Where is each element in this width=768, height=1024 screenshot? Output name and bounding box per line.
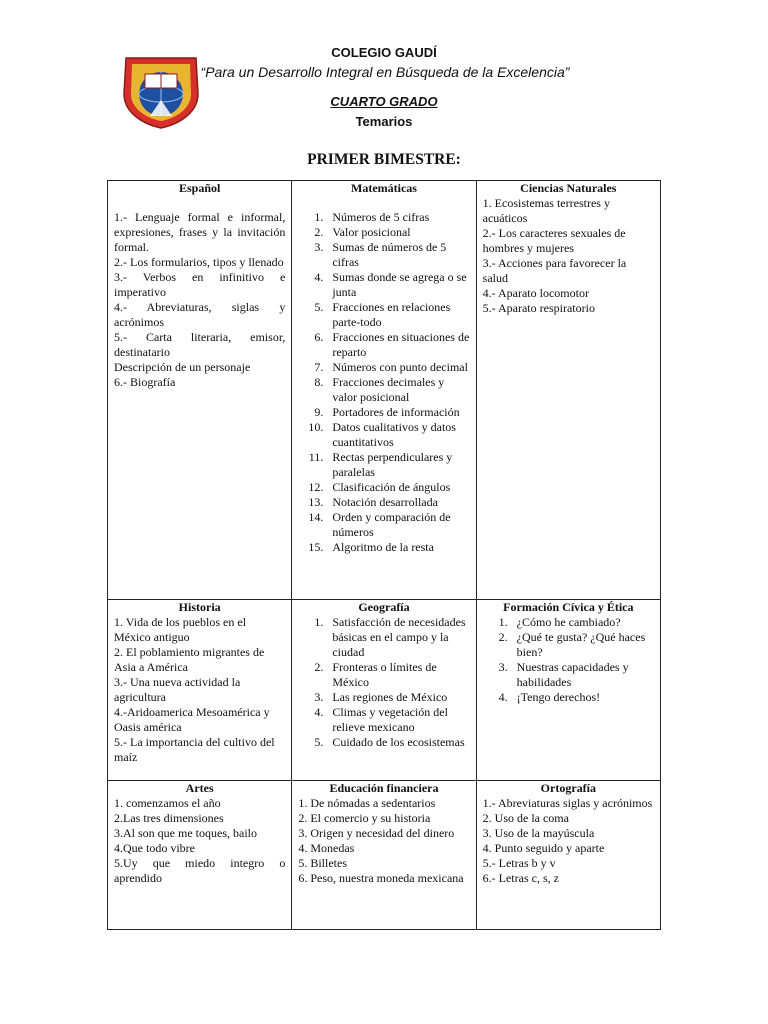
subject-cell-ortografia <box>476 781 660 930</box>
topic-item: 5. Billetes <box>298 856 347 870</box>
topic-item: 1. comenzamos el año <box>114 796 221 810</box>
topic-item: 1. Vida de los pueblos en el México antiguo <box>114 615 247 644</box>
subject-title: Ortografía <box>540 781 596 795</box>
syllabus-table <box>107 180 661 930</box>
subject-cell-matematicas <box>292 181 476 600</box>
subject-title: Geografía <box>358 600 410 614</box>
topic-item: 5. Fracciones en relaciones parte-todo <box>326 300 469 330</box>
topic-item: 3. Nuestras capacidades y habilidades <box>511 660 654 690</box>
topic-item: 4. Sumas donde se agrega o se junta <box>326 270 469 300</box>
topic-list <box>298 210 469 555</box>
topic-item: 7. Números con punto decimal <box>326 360 469 375</box>
topic-item: 4. Climas y vegetación del relieve mexicano <box>326 705 469 735</box>
subject-cell-educacion-financiera <box>292 781 476 930</box>
topic-item: 5.Uy que miedo integro o aprendido <box>114 856 286 885</box>
subject-cell-ciencias-naturales <box>476 181 660 600</box>
topic-item: 1. ¿Cómo he cambiado? <box>511 615 654 630</box>
topic-item: 2. El comercio y su historia <box>298 811 431 825</box>
topic-item: 2. Valor posicional <box>326 225 469 240</box>
topic-item: 4. Punto seguido y aparte <box>482 841 605 855</box>
topic-item: 3. Sumas de números de 5 cifras <box>326 240 469 270</box>
topic-item: 1.- Lenguaje formal e informal, expresiones, frases y la invitación formal. <box>114 210 286 254</box>
topic-item: 6. Fracciones en situaciones de reparto <box>326 330 469 360</box>
topic-item: 2. ¿Qué te gusta? ¿Qué haces bien? <box>511 630 654 660</box>
subject-cell-artes <box>108 781 292 930</box>
topic-item: 9. Portadores de información <box>326 405 469 420</box>
subject-title: Español <box>178 181 221 195</box>
topic-item: 6. Peso, nuestra moneda mexicana <box>298 871 464 885</box>
topic-item: 6.- Biografía <box>114 375 176 389</box>
subject-cell-geografia <box>292 600 476 781</box>
topic-item: 3.- Una nueva actividad la agricultura <box>114 675 241 704</box>
topic-item: 8. Fracciones decimales y valor posicional <box>326 375 469 405</box>
topic-item: 5.- La importancia del cultivo del maíz <box>114 735 275 764</box>
topic-item: 1. Ecosistemas terrestres y acuáticos <box>482 196 610 225</box>
topic-list <box>483 615 654 705</box>
table-row <box>108 781 661 930</box>
subject-title: Formación Cívica y Ética <box>503 600 634 614</box>
topic-item: 4.- Abreviaturas, siglas y acrónimos <box>114 300 286 329</box>
topic-item: Descripción de un personaje <box>114 360 251 374</box>
topic-item: 12. Clasificación de ángulos <box>326 480 469 495</box>
table-row <box>108 600 661 781</box>
topic-item: 5.- Letras b y v <box>482 856 556 870</box>
topic-item: 2.Las tres dimensiones <box>114 811 224 825</box>
topic-item: 5.- Aparato respiratorio <box>482 301 595 315</box>
topic-item: 3.Al son que me toques, bailo <box>114 826 257 840</box>
topic-item: 2.- Los formularios, tipos y llenado <box>114 255 284 269</box>
topic-item: 15. Algoritmo de la resta <box>326 540 469 555</box>
topic-item: 2.- Los caracteres sexuales de hombres y mujeres <box>482 226 626 255</box>
subject-title: Educación financiera <box>329 781 439 795</box>
topic-item: 4.- Aparato locomotor <box>482 286 589 300</box>
topic-item: 3. Origen y necesidad del dinero <box>298 826 455 840</box>
topic-item: 3.- Acciones para favorecer la salud <box>482 256 627 285</box>
topic-item: 1. De nómadas a sedentarios <box>298 796 436 810</box>
topic-item: 11. Rectas perpendiculares y paralelas <box>326 450 469 480</box>
topic-item: 10. Datos cualitativos y datos cuantitativos <box>326 420 469 450</box>
topic-list <box>298 615 469 750</box>
subject-title: Artes <box>185 781 214 795</box>
topic-item: 4.Que todo vibre <box>114 841 195 855</box>
topic-item: 3. Las regiones de México <box>326 690 469 705</box>
topic-item: 14. Orden y comparación de números <box>326 510 469 540</box>
period-title: PRIMER BIMESTRE: <box>307 151 461 168</box>
topic-item: 1. Números de 5 cifras <box>326 210 469 225</box>
topic-item: 2. Uso de la coma <box>482 811 569 825</box>
school-name: COLEGIO GAUDÍ <box>331 45 437 60</box>
subject-cell-espanol <box>108 181 292 600</box>
subject-cell-formacion-civica <box>476 600 660 781</box>
subject-title: Historia <box>178 600 221 614</box>
topic-item: 6.- Letras c, s, z <box>482 871 559 885</box>
topic-item: 3. Uso de la mayúscula <box>482 826 595 840</box>
section-title: Temarios <box>355 114 413 129</box>
topic-item: 3.- Verbos en infinitivo e imperativo <box>114 270 286 299</box>
topic-item: 4. ¡Tengo derechos! <box>511 690 654 705</box>
topic-item: 5.- Carta literaria, emisor, destinatario <box>114 330 286 359</box>
topic-item: 4.-Aridoamerica Mesoamérica y Oasis américa <box>114 705 270 734</box>
topic-item: 4. Monedas <box>298 841 355 855</box>
topic-item: 1. Satisfacción de necesidades básicas en el campo y la ciudad <box>326 615 469 660</box>
topic-item: 2. Fronteras o límites de México <box>326 660 469 690</box>
topic-item: 5. Cuidado de los ecosistemas <box>326 735 469 750</box>
subject-title: Ciencias Naturales <box>520 181 617 195</box>
topic-item: 2. El poblamiento migrantes de Asia a América <box>114 645 265 674</box>
subject-cell-historia <box>108 600 292 781</box>
school-motto: “Para un Desarrollo Integral en Búsqueda de la Excelencia” <box>200 64 570 80</box>
subject-title: Matemáticas <box>351 181 417 195</box>
table-row <box>108 181 661 600</box>
topic-item: 1.- Abreviaturas siglas y acrónimos <box>482 796 653 810</box>
topic-item: 13. Notación desarrollada <box>326 495 469 510</box>
school-shield-logo <box>120 50 202 130</box>
grade-title: CUARTO GRADO <box>330 94 438 109</box>
